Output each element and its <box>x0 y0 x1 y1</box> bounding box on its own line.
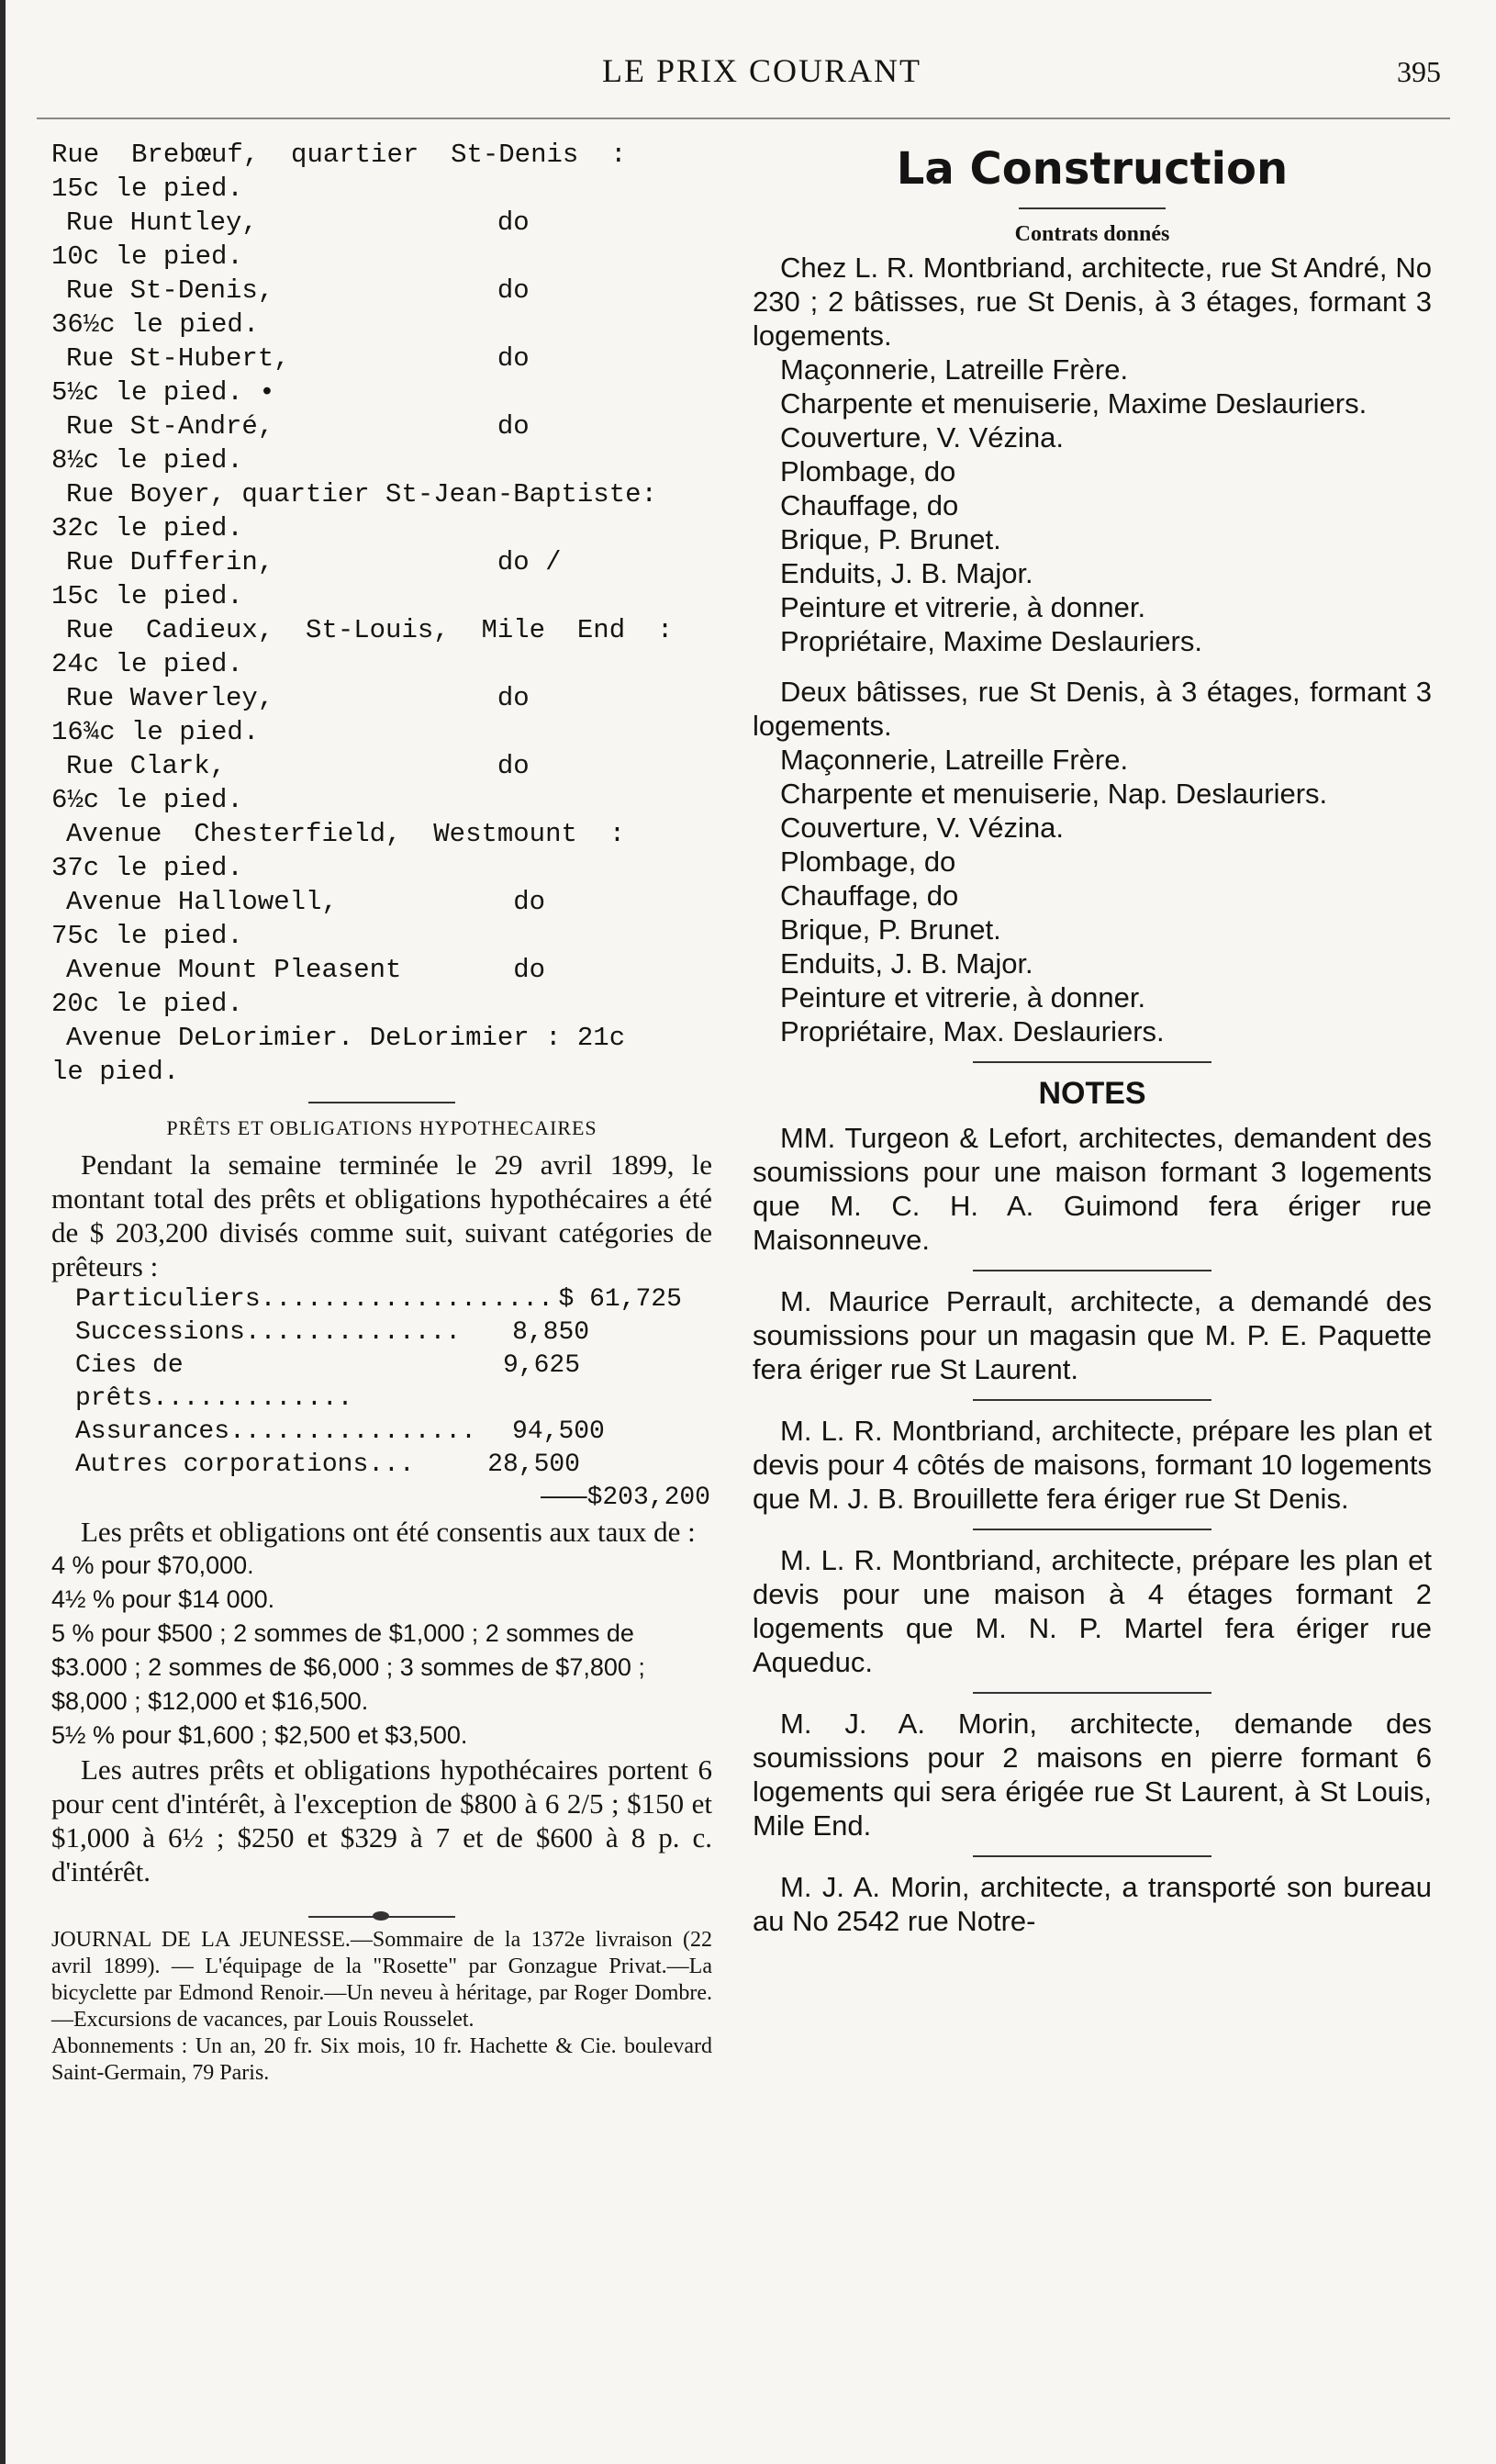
contract-line: Enduits, J. B. Major. <box>780 947 1033 980</box>
section-divider <box>973 1061 1211 1063</box>
note-divider <box>973 1399 1211 1401</box>
lender-name: Cies de prêts............. <box>75 1351 353 1413</box>
note-paragraph: M. Maurice Perrault, architecte, a demandé des soumissions pour un magasin que M. P. E. Paquette fera ériger rue St Laurent. <box>753 1285 1432 1385</box>
street-line: Avenue Chesterfield, Westmount : <box>66 819 626 849</box>
lender-name: Successions.............. <box>75 1318 462 1347</box>
street-line: Rue St-Denis, do <box>66 275 530 306</box>
lender-amount: 9,625 <box>502 1351 580 1380</box>
rate-line: 5½ % pour $1,600 ; $2,500 et $3,500. <box>51 1721 468 1749</box>
right-column <box>753 138 1432 1938</box>
page-header <box>83 51 1441 106</box>
street-line: Avenue Mount Pleasent do <box>66 955 546 985</box>
contract-intro: Chez L. R. Montbriand, architecte, rue St André, No 230 ; 2 bâtisses, rue St Denis, à 3 étages, formant 3 logements. <box>753 252 1432 352</box>
street-line: Avenue DeLorimier. DeLorimier : 21c <box>66 1023 626 1053</box>
contract-line: Brique, P. Brunet. <box>780 523 1001 555</box>
street-line: 15c le pied. <box>51 581 243 611</box>
table-row <box>51 1449 712 1482</box>
street-line: Rue Brebœuf, quartier St-Denis : <box>51 140 627 170</box>
street-line: Rue St-André, do <box>66 411 530 442</box>
street-line: Avenue Hallowell, do <box>66 887 546 917</box>
street-line: 75c le pied. <box>51 921 243 951</box>
note-paragraph: MM. Turgeon & Lefort, architectes, demandent des soumissions pour une maison formant 3 logements que M. C. H. A. Guimond fera ériger rue Maisonneuve. <box>753 1122 1432 1256</box>
note-divider <box>973 1855 1211 1857</box>
table-row <box>51 1350 712 1416</box>
contract-line: Plombage, do <box>780 455 956 487</box>
note-divider <box>973 1270 1211 1271</box>
section-title: La Construction <box>896 143 1289 195</box>
contract-line: Charpente et menuiserie, Maxime Deslauriers. <box>780 387 1368 420</box>
street-line: Rue Boyer, quartier St-Jean-Baptiste: <box>66 479 657 510</box>
street-line: 6½c le pied. <box>51 785 243 815</box>
lender-amount: 8,850 <box>512 1318 590 1347</box>
ornament-divider <box>308 1916 455 1918</box>
note-paragraph: M. J. A. Morin, architecte, demande des soumissions pour 2 maisons en pierre formant 6 logements qui sera érigée rue St Laurent, à St Louis, Mile End. <box>753 1708 1432 1842</box>
table-row <box>51 1316 712 1350</box>
street-line: 32c le pied. <box>51 513 243 543</box>
loans-intro: Pendant la semaine terminée le 29 avril 1899, le montant total des prêts et obligations hypothécaires a été de $ 203,200 divisés comme suit, suivant catégories de prêteurs : <box>51 1148 712 1282</box>
contract-line: Charpente et menuiserie, Nap. Deslauriers. <box>780 778 1328 810</box>
note-paragraph: M. L. R. Montbriand, architecte, prépare les plan et devis pour une maison à 4 étages formant 2 logements que M. N. P. Martel fera ériger rue Aqueduc. <box>753 1544 1432 1678</box>
contract-line: Propriétaire, Maxime Deslauriers. <box>780 625 1202 657</box>
contract-intro: Deux bâtisses, rue St Denis, à 3 étages, formant 3 logements. <box>753 676 1432 742</box>
lender-name: Autres corporations... <box>75 1450 415 1479</box>
street-line: 37c le pied. <box>51 853 243 883</box>
contract-line: Brique, P. Brunet. <box>780 913 1001 946</box>
lender-amount: 28,500 <box>487 1450 580 1479</box>
street-line: 10c le pied. <box>51 241 243 272</box>
lender-amount: $ 61,725 <box>558 1285 682 1314</box>
street-line: 20c le pied. <box>51 989 243 1019</box>
street-line: Rue Dufferin, do / <box>66 547 562 577</box>
note-paragraph: M. L. R. Montbriand, architecte, prépare les plan et devis pour 4 côtés de maisons, formant 10 logements que M. J. B. Brouillette fera ériger rue St Denis. <box>753 1415 1432 1515</box>
contract-line: Propriétaire, Max. Deslauriers. <box>780 1015 1165 1047</box>
contract-line: Peinture et vitrerie, à donner. <box>780 591 1146 623</box>
note-divider <box>973 1529 1211 1530</box>
lender-name: Assurances................ <box>75 1417 476 1446</box>
rates-outro: Les autres prêts et obligations hypothécaires portent 6 pour cent d'intérêt, à l'exception de $800 à 6 2/5 ; $150 et $1,000 à 6½ ; $250 et $329 à 7 et de $600 à 8 p. c. d'intérêt. <box>51 1753 712 1887</box>
left-column <box>51 138 712 2087</box>
notes-heading: NOTES <box>1038 1076 1146 1111</box>
contract-line: Couverture, V. Vézina. <box>780 421 1065 454</box>
street-line: Rue St-Hubert, do <box>66 343 530 374</box>
street-line: Rue Cadieux, St-Louis, Mile End : <box>66 615 674 645</box>
journal-notice: JOURNAL DE LA JEUNESSE.—Sommaire de la 1372e livraison (22 avril 1899). — L'équipage de la "Rosette" par Gonzague Privat.—La bicyclette par Edmond Renoir.—Un neveu à héritage, par Roger Dombre.—Excursions de vacances, par Louis Rousselet. <box>51 1928 712 2032</box>
street-line: Rue Waverley, do <box>66 683 530 713</box>
subscription-notice: Abonnements : Un an, 20 fr. Six mois, 10 fr. Hachette & Cie. boulevard Saint-Germain, 79 Paris. <box>51 2034 712 2085</box>
contract-line: Peinture et vitrerie, à donner. <box>780 981 1146 1014</box>
table-row <box>51 1283 712 1316</box>
contract-line: Maçonnerie, Latreille Frère. <box>780 353 1129 386</box>
table-row <box>51 1416 712 1449</box>
page-edge <box>0 0 6 2464</box>
contract-line: Plombage, do <box>780 846 956 878</box>
lender-total: ———$203,200 <box>541 1484 710 1512</box>
contract-line: Maçonnerie, Latreille Frère. <box>780 744 1129 776</box>
header-rule <box>37 118 1450 119</box>
street-line: 15c le pied. <box>51 174 243 204</box>
lender-table <box>51 1283 712 1515</box>
contract-line: Enduits, J. B. Major. <box>780 557 1033 589</box>
lender-name: Particuliers................... <box>75 1285 553 1314</box>
street-line: le pied. <box>51 1057 180 1087</box>
contract-line: Couverture, V. Vézina. <box>780 812 1065 844</box>
section-divider <box>1019 207 1166 209</box>
rates-intro: Les prêts et obligations ont été consentis aux taux de : <box>81 1516 696 1548</box>
street-list <box>51 138 712 1089</box>
street-line: Rue Huntley, do <box>66 207 530 238</box>
street-line: 8½c le pied. <box>51 445 243 476</box>
contract-line: Chauffage, do <box>780 489 959 521</box>
page-number: 395 <box>1397 55 1441 88</box>
street-line: 36½c le pied. <box>51 309 260 340</box>
lender-amount: 94,500 <box>512 1417 605 1446</box>
rate-line: 4½ % pour $14 000. <box>51 1585 275 1613</box>
street-line: 24c le pied. <box>51 649 243 679</box>
rate-line: 5 % pour $500 ; 2 sommes de $1,000 ; 2 sommes de $3.000 ; 2 sommes de $6,000 ; 3 sommes de $7,800 ; $8,000 ; $12,000 et $16,500. <box>51 1619 645 1715</box>
contracts-heading: Contrats donnés <box>1014 222 1170 246</box>
street-line: Rue Clark, do <box>66 751 530 781</box>
note-paragraph: M. J. A. Morin, architecte, a transporté son bureau au No 2542 rue Notre- <box>753 1871 1432 1937</box>
note-divider <box>973 1692 1211 1694</box>
street-line: 5½c le pied. • <box>51 377 275 408</box>
loans-heading: PRÊTS ET OBLIGATIONS HYPOTHECAIRES <box>166 1116 597 1139</box>
page-title: LE PRIX COURANT <box>601 52 921 89</box>
street-line: 16¾c le pied. <box>51 717 260 747</box>
section-divider <box>308 1102 455 1103</box>
rate-line: 4 % pour $70,000. <box>51 1551 254 1579</box>
contract-line: Chauffage, do <box>780 879 959 912</box>
